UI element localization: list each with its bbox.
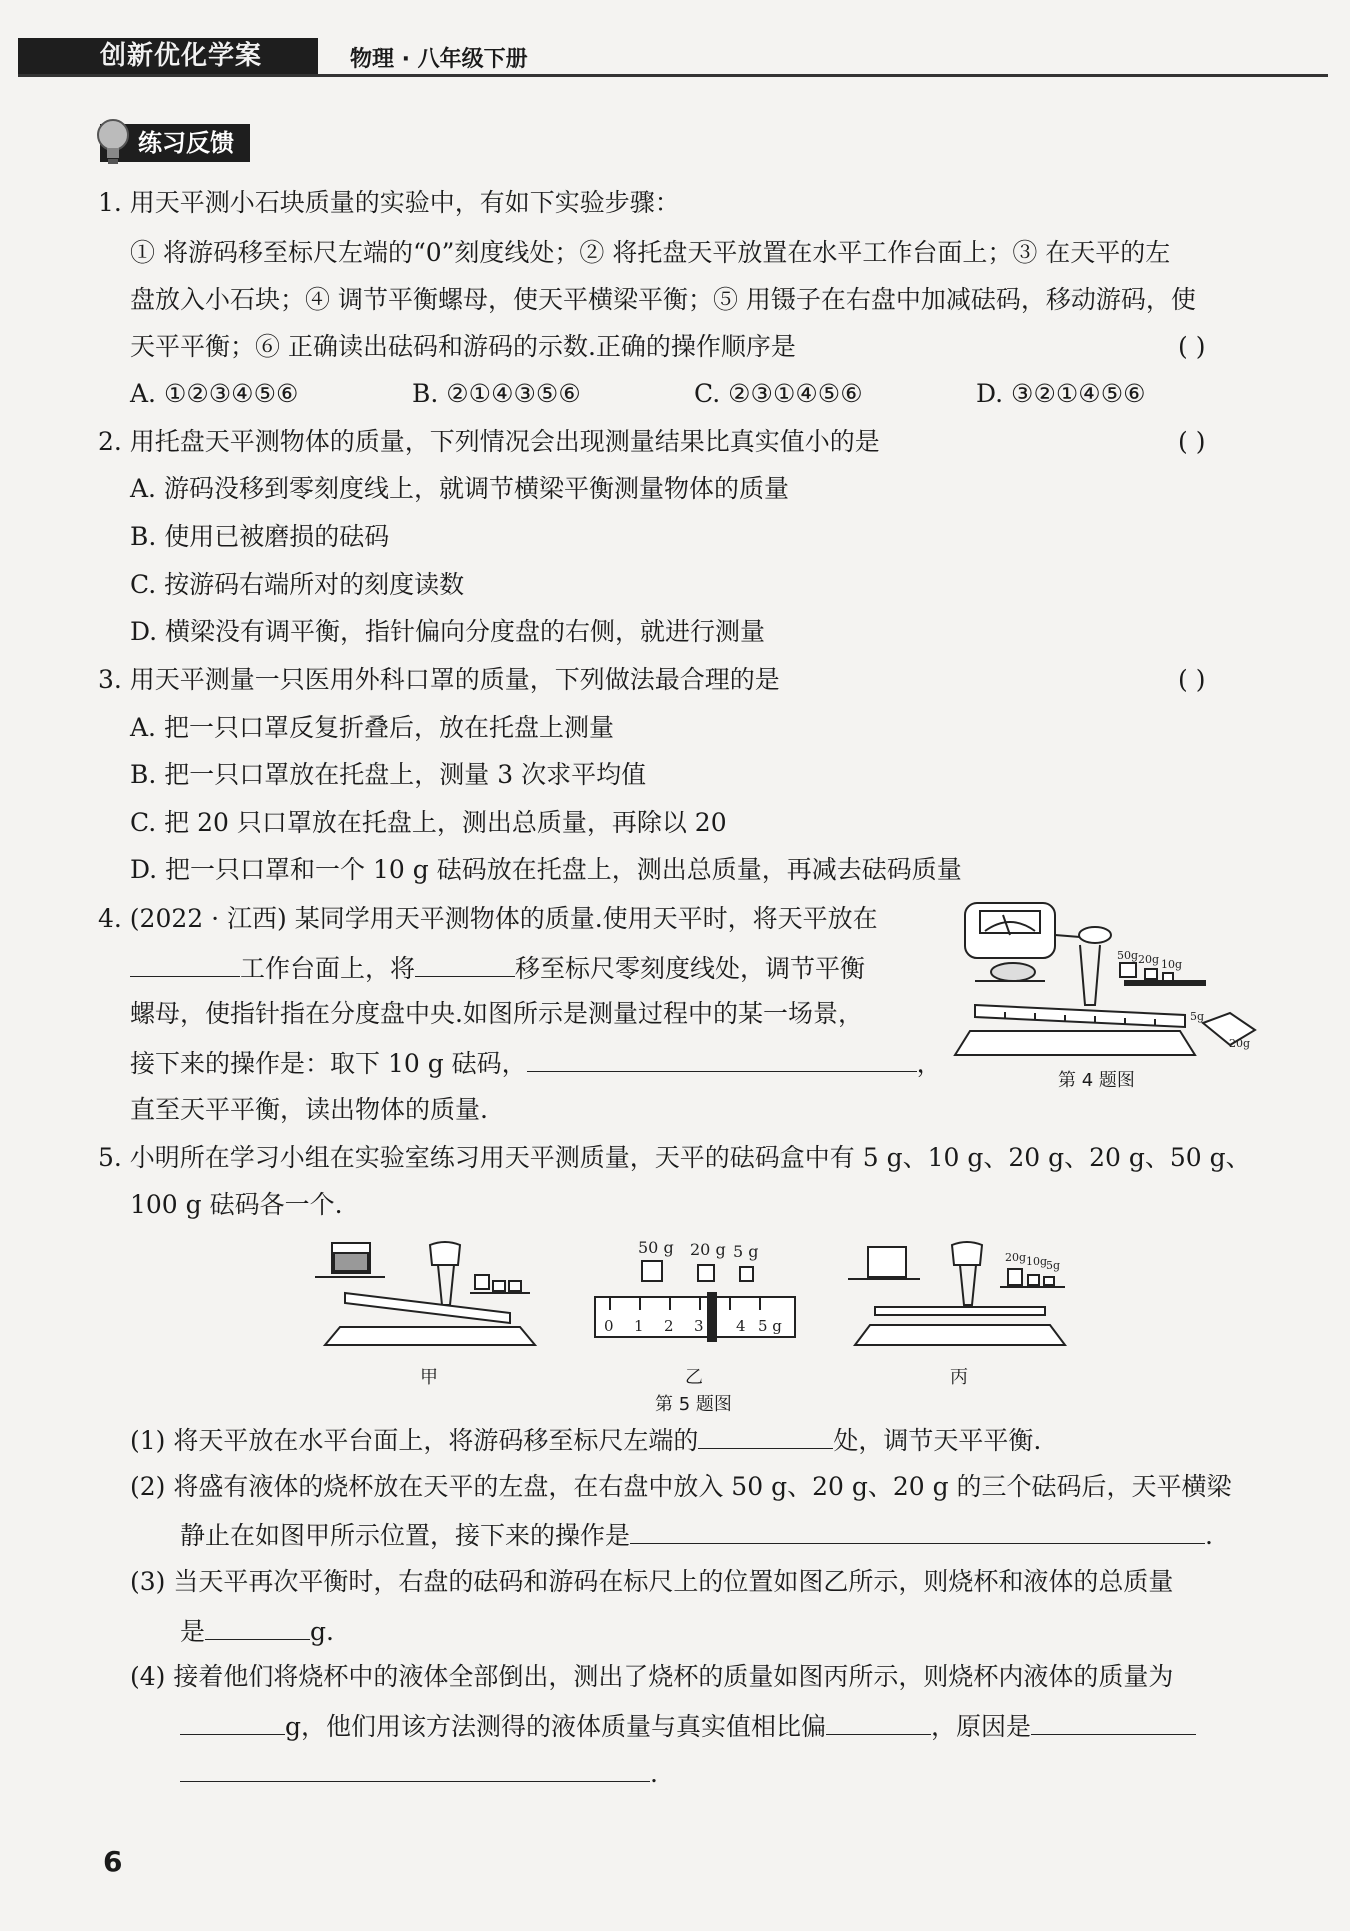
q2-option-b[interactable]: B. 使用已被磨损的砝码: [130, 522, 390, 551]
q5-part2a: (2) 将盛有液体的烧杯放在天平的左盘，在右盘中放入 50 g、20 g、20 g 的三个砝码后，天平横梁: [130, 1472, 1232, 1501]
q4-line1: 4. (2022 · 江西) 某同学用天平测物体的质量.使用天平时，将天平放在: [98, 904, 878, 933]
q5-part2-line2: [180, 1517, 1213, 1553]
q4-line4a: 接下来的操作是：取下 10 g 砝码，: [130, 1049, 527, 1078]
header-subject: 物理 · 八年级下册: [350, 47, 528, 72]
q5-part4b: g，他们用该方法测得的液体质量与真实值相比偏: [285, 1712, 827, 1741]
q1-option-a[interactable]: A. ①②③④⑤⑥: [130, 379, 299, 408]
q3-option-b[interactable]: B. 把一只口罩放在托盘上，测量 3 次求平均值: [130, 760, 647, 789]
q5-yi-weight-50g: 50 g: [638, 1238, 674, 1257]
q4-fig-label-5g: 5g: [1190, 1010, 1205, 1023]
q5-part4-blank-1[interactable]: [180, 1708, 285, 1735]
q5-part4-blank-4[interactable]: [180, 1755, 650, 1782]
q5-part1-blank[interactable]: [698, 1422, 833, 1449]
q1-line4: 天平平衡；⑥ 正确读出砝码和游码的示数.正确的操作顺序是: [130, 332, 796, 361]
q4-line3: 螺母，使指针指在分度盘中央.如图所示是测量过程中的某一场景，: [130, 999, 863, 1028]
q3-option-a[interactable]: A. 把一只口罩反复折叠后，放在托盘上测量: [130, 713, 614, 742]
q5-bing-weight-5g: 5g: [1046, 1259, 1061, 1272]
q4-figure-caption: 第 4 题图: [1058, 1070, 1135, 1091]
q5-part4d: .: [650, 1759, 658, 1788]
q5-fig-label-bing: 丙: [950, 1367, 968, 1388]
page-number: 6: [103, 1845, 123, 1878]
q5-fig-label-jia: 甲: [420, 1367, 438, 1388]
q1-stem: 1. 用天平测小石块质量的实验中，有如下实验步骤：: [98, 188, 680, 217]
q5-stem2: 100 g 砝码各一个.: [130, 1190, 343, 1219]
q3-option-c[interactable]: C. 把 20 只口罩放在托盘上，测出总质量，再除以 20: [130, 808, 727, 837]
q4-fig-label-50g: 50g: [1117, 949, 1139, 962]
header-divider: [18, 74, 1328, 77]
q5-figure-jia: [310, 1235, 550, 1355]
q2-option-c[interactable]: C. 按游码右端所对的刻度读数: [130, 570, 465, 599]
q3-answer-paren[interactable]: ( ): [1178, 665, 1206, 694]
q2-answer-paren[interactable]: ( ): [1178, 427, 1206, 456]
q4-line4b: ，: [916, 1049, 942, 1078]
q5-part2b: 静止在如图甲所示位置，接下来的操作是: [180, 1521, 631, 1550]
q4-fig-label-20g: 20g: [1138, 953, 1160, 966]
q5-part4a: (4) 接着他们将烧杯中的液体全部倒出，测出了烧杯的质量如图丙所示，则烧杯内液体的质量为: [130, 1662, 1174, 1691]
q5-figure-yi: [590, 1235, 800, 1355]
q4-blank-3[interactable]: [527, 1045, 917, 1072]
q4-line4: [130, 1045, 942, 1081]
q1-line3: 盘放入小石块；④ 调节平衡螺母，使天平横梁平衡；⑤ 用镊子在右盘中加减砝码，移动游码，使: [130, 285, 1196, 314]
q5-part1a: (1) 将天平放在水平台面上，将游码移至标尺左端的: [130, 1426, 699, 1455]
q1-answer-paren[interactable]: ( ): [1178, 332, 1206, 361]
lightbulb-icon: [96, 118, 130, 168]
q5-yi-weight-20g: 20 g: [690, 1240, 726, 1259]
q5-yi-scale-1: 1: [634, 1317, 644, 1335]
q5-yi-scale-2: 2: [664, 1317, 674, 1335]
q1-option-c[interactable]: C. ②③①④⑤⑥: [694, 379, 863, 408]
q5-part4-line3: [180, 1755, 658, 1791]
q4-blank-2[interactable]: [415, 950, 515, 977]
q5-part3a: (3) 当天平再次平衡时，右盘的砝码和游码在标尺上的位置如图乙所示，则烧杯和液体的总质量: [130, 1567, 1174, 1596]
q1-option-d[interactable]: D. ③②①④⑤⑥: [976, 379, 1146, 408]
q5-part2c: .: [1205, 1521, 1213, 1550]
q5-bing-weight-10g: 10g: [1026, 1255, 1048, 1268]
q5-part3-line2: [180, 1613, 334, 1649]
q4-line2: [130, 950, 865, 986]
q5-yi-scale-0: 0: [604, 1317, 614, 1335]
q5-part4c: ，原因是: [931, 1712, 1032, 1741]
q5-part4-blank-3[interactable]: [1031, 1708, 1196, 1735]
q5-yi-scale-3: 3: [694, 1317, 704, 1335]
q4-line5: 直至天平平衡，读出物体的质量.: [130, 1095, 488, 1124]
q5-figure-caption: 第 5 题图: [655, 1394, 732, 1415]
q4-blank-1[interactable]: [130, 950, 240, 977]
q5-part2-blank[interactable]: [630, 1517, 1205, 1544]
section-title: 练习反馈: [100, 124, 250, 162]
q5-yi-scale-5g: 5 g: [758, 1317, 782, 1335]
q2-stem: 2. 用托盘天平测物体的质量，下列情况会出现测量结果比真实值小的是: [98, 427, 880, 456]
q5-bing-weight-20g: 20g: [1005, 1251, 1027, 1264]
q1-option-b[interactable]: B. ②①④③⑤⑥: [412, 379, 581, 408]
q4-fig-label-box-20g: 20g: [1229, 1037, 1251, 1050]
header-brand: 创新优化学案: [100, 41, 263, 71]
q5-stem: 5. 小明所在学习小组在实验室练习用天平测质量，天平的砝码盒中有 5 g、10 g、20 g、20 g、50 g、: [98, 1143, 1251, 1172]
q3-stem: 3. 用天平测量一只医用外科口罩的质量，下列做法最合理的是: [98, 665, 780, 694]
q5-part1: [130, 1422, 1041, 1458]
q3-option-d[interactable]: D. 把一只口罩和一个 10 g 砝码放在托盘上，测出总质量，再减去砝码质量: [130, 855, 962, 884]
q5-part3b: 是: [180, 1617, 206, 1646]
q4-balance-figure: [945, 895, 1265, 1070]
q5-part3-blank[interactable]: [205, 1613, 310, 1640]
q5-yi-weight-5g: 5 g: [733, 1242, 759, 1261]
q2-option-a[interactable]: A. 游码没移到零刻度线上，就调节横梁平衡测量物体的质量: [130, 474, 789, 503]
q5-part4-blank-2[interactable]: [826, 1708, 931, 1735]
q4-fig-label-10g: 10g: [1161, 958, 1183, 971]
q5-figure-bing: [840, 1235, 1080, 1355]
q5-fig-label-yi: 乙: [685, 1367, 703, 1388]
q5-yi-scale-4: 4: [736, 1317, 746, 1335]
q1-line2: ① 将游码移至标尺左端的“0”刻度线处；② 将托盘天平放置在水平工作台面上；③ 在天平的左: [130, 238, 1171, 267]
q2-option-d[interactable]: D. 横梁没有调平衡，指针偏向分度盘的右侧，就进行测量: [130, 617, 766, 646]
q5-part1b: 处，调节天平平衡.: [833, 1426, 1042, 1455]
q5-part4-line2: [180, 1708, 1196, 1744]
q4-line2a: 工作台面上，将: [240, 954, 416, 983]
q5-part3c: g.: [310, 1617, 334, 1646]
q4-line2b: 移至标尺零刻度线处，调节平衡: [515, 954, 866, 983]
